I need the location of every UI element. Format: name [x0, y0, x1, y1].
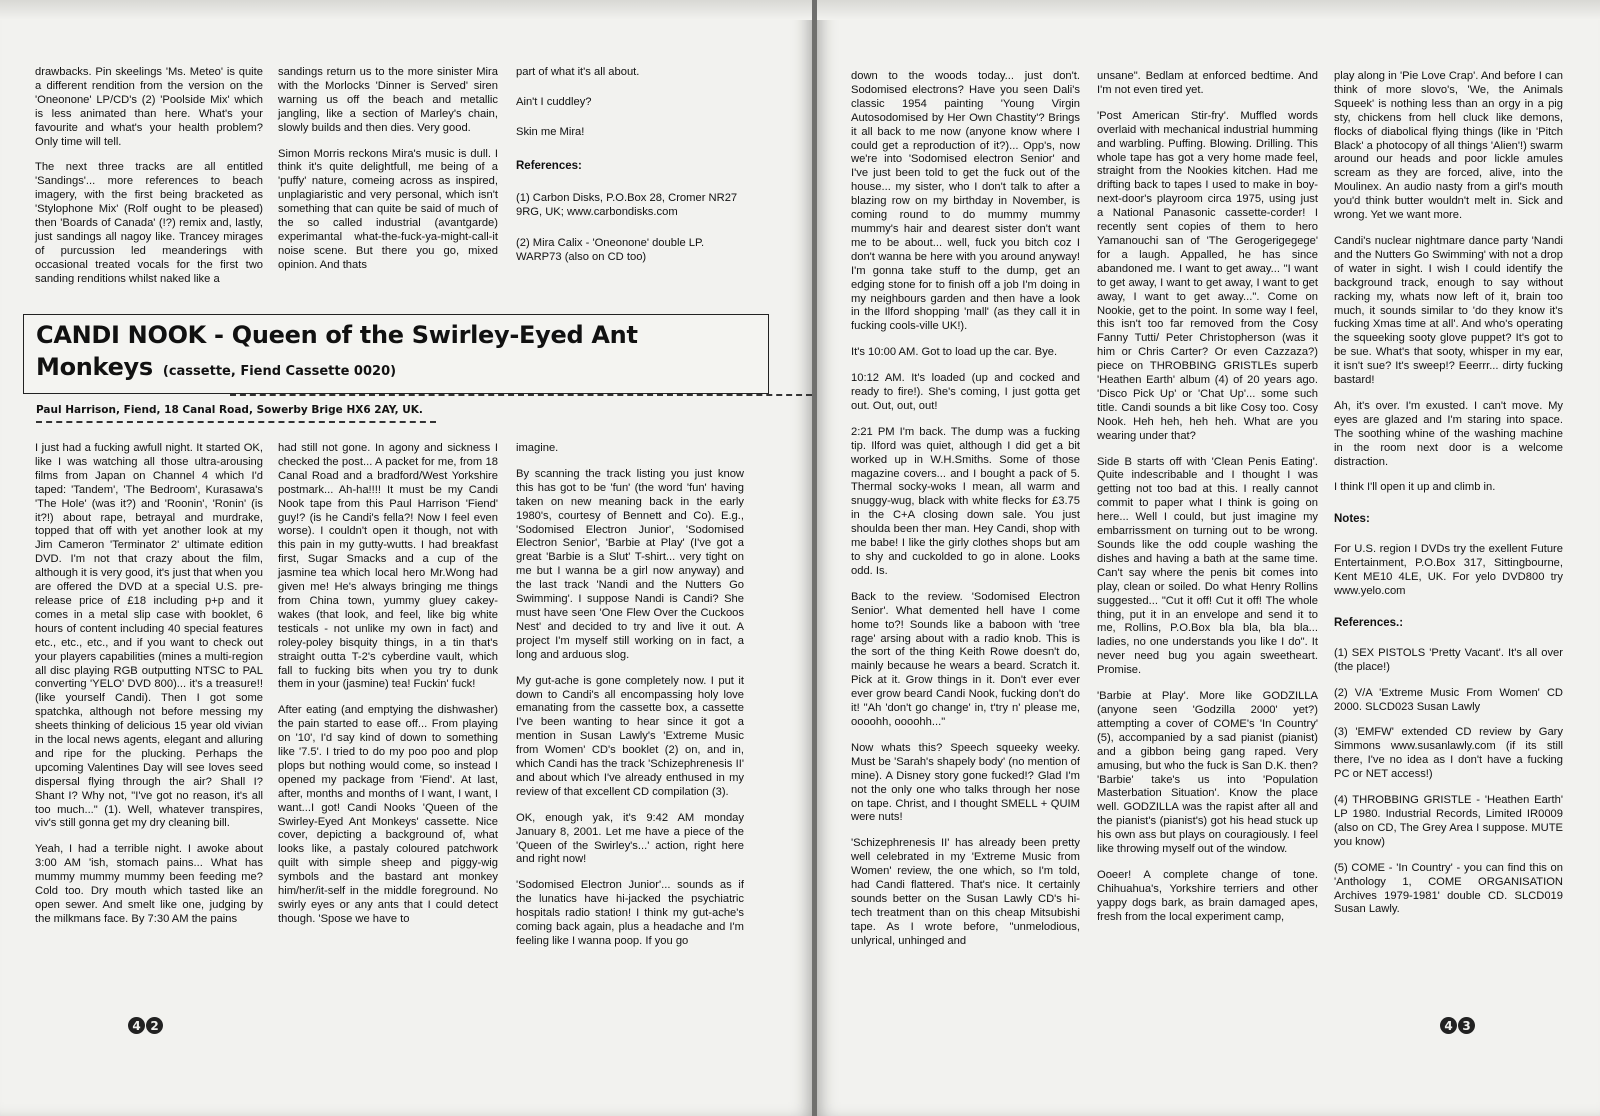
reference-item: (3) 'EMFW' extended CD review by Gary Simmons www.susanlawly.com (if its still there, I've no idea as I don't have a fucking PC or NET access!) [1334, 726, 1563, 781]
note-item: For U.S. region I DVDs try the exellent Future Entertainment, P.O.Box 317, Sittingbourne, Kent ME10 4LE, UK. For yelo DVD800 try www.yelo.com [1334, 543, 1563, 597]
paragraph: The next three tracks are all entitled 'Sandings'... more references to beach imagery, with the first being bracketed as 'Stylophone Mix' (Rolf ought to be pleased) then 'Boards of Canada' (!?) remix and, lastly, just sandings all nagoy like. Trancey mirages of purcussion led meanderings with occasional treated vocals for the first two sanding renditions whilst naked like a [35, 161, 263, 285]
page-number-digit: 3 [1458, 1017, 1475, 1034]
paragraph: I just had a fucking awfull night. It started OK, like I was watching all those ultra-arousing films from Japan on Channel 4 which I'd taped: 'Tandem', 'The Bedroom', Kurasawa's 'The Hole' (was it?) and 'Roonin', 'Ronin' (is it?!) about rape, betrayal and murdrake, topped that off with yet another look at my Jim Cameron 'Terminator 2' ultimate edition DVD. I'm not that crazy about the film, although it is very good, it's just that when you are offered the DVD at a special U.S. pre-release price of £18 including p+p and it comes in a metal slip case with booklet, 6 hours of content including 40 special features etc., etc., etc., and if you want to check out your players capabilities (mines a multi-region all disc playing RGB outputting NTSC to PAL converting 'YELO' DVD 800)... it's a treasure!! (like yourself Candi). Then I got some spatchka, although not before messing my sheets thinking of delicious 15 year old vivian in the local news agents, elegant and alluring and ripe for the plucking. Perhaps the upcoming Valentines Day will see loves seed dispersal flying through the air? Shall I? Shant I? Why not, "I've got no reason, it's all too much..." (1). Well, whatever transpires, viv's still gonna get my dry cleaning bill. [35, 442, 263, 830]
paragraph: play along in 'Pie Love Crap'. And before I can think of more slovo's, 'We, the Animals Squeek' is nothing less than an orgy in a pig sty, chickens from hell cluck like demons, flocks of diabolical flying things (like in 'Pitch Black' a photocopy of all things 'Alien'!) swarm around our heads and poor lickle amules scream as they are forced, alive, into the Moulinex. An audio nasty from a girl's mouth you'd think butter wouldn't melt in. Sick and wrong. Yet we want more. [1334, 70, 1563, 222]
paragraph: imagine. [516, 442, 559, 454]
paragraph: My gut-ache is gone completely now. I put it down to Candi's all encompassing holy love emanating from the cassette box, a cassette I've been wanting to hear since it got a mention in Susan Lawly's 'Extreme Music from Women' CD's booklet (2) on, and in, which Candi has the track 'Schizephrenesis II' and about which I've already enthused in my review of that excellent CD compilation (3). [516, 674, 744, 798]
paragraph: drawbacks. Pin skeelings 'Ms. Meteo' is quite a different rendition from the version on the 'Oneonone' LP/CD's (2) 'Poolside Mix' which is less animated than here. What's your favourite and what's your health problem? Only time will tell. [35, 66, 263, 148]
paragraph: 'Schizephrenesis II' has already been pretty well celebrated in my 'Extreme Music from Women' review, the one which, so I'm told, had Candi flattered. That's nice. It certainly sounds better on the Susan Lawly CD's hi-tech treatment than on this cheap Mitsubishi tape. As I wrote before, "unmelodious, unlyrical, unhinged and [851, 837, 1080, 947]
reference-item: (4) THROBBING GRISTLE - 'Heathen Earth' LP 1980. Industrial Records, Limited IR0009 (also on CD, The Grey Area I suppose. MUTE you know) [1334, 794, 1563, 848]
paragraph: 'Post American Stir-fry'. Muffled words overlaid with mechanical industrial humming and warbling. Puffing. Blowing. Drilling. This whole tape has got a very home made feel, straight from the Nookies kitchen. Had me drifting back to tapes I used to make in boy-next-door's playroom circa 1975, using just a National Panasonic cassette-corder! I recently sent copies of them to hero Yamanouchi san of 'The Gerogerigegege' for a laugh. Appalled, he has since abandoned me. I want to get away... "I want to get away, I want to get away, I want to get away, I want to get away...". Come on Nookie, get to the point. In some way I feel, this isn't too far removed from the Cosy Fanny Tutti/ Peter Christopherson (was it him or Chris Carter? Or even Cazzaza?) piece on THROBBING GRISTLEs superb 'Heathen Earth' album (4) of 20 years ago. 'Disco Pick Up' or 'Chat Up'... some such title. Candi sounds a bit like Cosy too. Cosy Nook. Heh heh, heh heh. What are you wearing under that? [1097, 109, 1318, 442]
paragraph: Ain't I cuddley? [516, 95, 592, 108]
paragraph: It's 10:00 AM. Got to load up the car. Bye. [851, 346, 1058, 359]
page-top-shadow [817, 0, 1600, 20]
paragraph: Ooeer! A complete change of tone. Chihuahua's, Yorkshire terriers and other yappy dogs bark, as brain damaged apes, fresh from the local experiment camp, [1097, 868, 1318, 923]
page-number-digit: 4 [1440, 1017, 1457, 1034]
page-top-shadow [0, 0, 812, 20]
paragraph: Back to the review. 'Sodomised Electron Senior'. What demented hell have I come home to?! Sounds like a baboon with 'tree rage' arsing about with a radio knob. This is the sort of the thing Keith Rowe doesn't do, mainly because he wears a beard. Scratch it. Pick at it. Grow things in it. Don't ever ever ever grow beard Candi Nook, fucking don't do it! "Ah 'don't go change' in, t'try n' please me, oooohh, oooohh..." [851, 590, 1080, 728]
paragraph: down to the woods today... just don't. Sodomised electrons? Have you seen Dali's classic 1954 painting 'Young Virgin Autosodomised by Her Own Chastity'? Brings it all back to me now (anyone know where I could get a reproduction of it?)... Opp's, now we're into 'Sodomised electron Senior' and I've just been told to get the fuck out of the house... my sister, who I don't talk to after a blazing row on my birthday in November, is coming round to do mummy mummy mummy's hair and dearest sister don't want me to be about... well, fuck you bitch coz I don't wanna be here with you around anyway! I'm gonna take stuff to the dump, get an edging stone for to finish off a job I'm doing in my neighbours garden and then have a look in the Ilford shopping 'mall' (as they call it in fucking cools-ville UK!). [851, 70, 1080, 333]
right-column-3 [1334, 70, 1563, 929]
reference-item: (2) V/A 'Extreme Music From Women' CD 2000. SLCD023 Susan Lawly [1334, 686, 1563, 713]
left-column-1 [35, 442, 263, 939]
paragraph: had still not gone. In agony and sickness I checked the post... A packet for me, from 18 Canal Road and a bradford/West Yorkshire postmark... Ah-ha!!!! It must be my Candi Nook tape from this Paul Harrison 'Fiend' guy!? (is he Candi's fella?! Now I feel even worse). I couldn't open it though, not with this pain in my gutty-wutts. I had breakfast first, Sugar Smacks and a cup of the jasmine tea which local hero Mr.Wong had given me! He's always bringing me things from China town, yummy gluey cakey-wakes (that look, and feel, like big white testicals - not unlike my own in fact) and roley-poley bisquity things, in a tin that's straight outta T-2's cyberdine vault, which fall to fucking bits when you try to dunk them in your (jasmine) tea! Fuckin' fuck! [278, 442, 498, 691]
paragraph: Yeah, I had a terrible night. I awoke about 3:00 AM 'ish, stomach pains... What has mummy mummy mummy been feeding me? Cold too. Dry mouth which tasted like an open sewer. And smelt like one, judging by the milkmans face. By 7:30 AM the pains [35, 843, 263, 925]
paragraph: Side B starts off with 'Clean Penis Eating'. Quite indescribable and I thought I was getting not too bad at this. I really cannot commit to paper what I think is going on here... Well I could, but just imagine my embarrissment on turning out to be wrong. Sounds like the odd couple washing the dishes and having a bath at the same time. Can't say where the penis bit comes into play, clean or soiled. Do what Henry Rollins suggested... "Cut it off! Cut it off! The whole thing, put it in an envelope and send it to me, Rollins, P.O.Box bla bla, bla bla... ladies, no one understands you like I do". It never need bug you again sweetheart. Promise. [1097, 455, 1318, 677]
left-top-column-2 [278, 66, 498, 285]
dashed-divider [36, 421, 436, 423]
paragraph: After eating (and emptying the dishwasher) the pain started to ease off... From playing on '10', I'd say kind of down to something like '7.5'. I tried to do my poo poo and plop plops but nothing would come, so instead I opened my package from 'Fiend'. At last, after, months and months of I want, I want, I want...I got! Candi Nooks 'Queen of the Swirley-Eyed Ant Monkeys' cassette. Nice cover, depicting a background of, what looks like, a pastaly coloured patchwork quilt with simple sheep and piggy-wig symbols and the bastard ant monkey him/her/it-self in the middle foreground. No swirly eyes or any ants that I could detect though. 'Spose we have to [278, 704, 498, 925]
left-top-column-3 [516, 66, 744, 277]
left-column-2 [278, 442, 498, 939]
paragraph: unsane". Bedlam at enforced bedtime. And I'm not even tired yet. [1097, 70, 1318, 96]
reference-item: (5) COME - 'In Country' - you can find this on 'Anthology 1, COME ORGANISATION Archives 1979-1981' double CD. SLCD019 Susan Lawly. [1334, 861, 1563, 916]
review-title [36, 319, 756, 388]
notes-heading: Notes: [1334, 513, 1370, 526]
paragraph: 'Barbie at Play'. More like GODZILLA (anyone seen 'Godzilla 2000' yet?) attempting a cover of COME's 'In Country' (5), accompanied by a sad pianist (pianist) and a gibbon being gang raped. Very amusing, but who the fuck is San D.K. then? 'Barbie' take's us into 'Population Masterbation Situation'. Know the place well. GODZILLA was the rapist after all and the pianist's (pianist's) got his head stuck up his own ass but plays on couragiously. I feel like throwing myself out of the window. [1097, 690, 1318, 856]
review-title-line-1: CANDI NOOK - Queen of the Swirley-Eyed Ant [36, 321, 638, 349]
dashed-divider [230, 394, 812, 396]
paragraph: 2:21 PM I'm back. The dump was a fucking tip. Ilford was quiet, although I did get a bit worked up in W.H.Smiths. Some of those magazine covers... and I bought a pack of 5. Thermal socky-woks I mean, all warm and snuggy-wug, black with white flecks for £3.75 in the C+A closing down sale. You just shoulda been ther man. Hey Candi, shop with me babe! I like the girly clothes shops but am to shy and cuckolded to go in alone. Looks odd. Is. [851, 425, 1080, 577]
page-number-left [128, 1017, 163, 1034]
paragraph: 10:12 AM. It's loaded (up and cocked and ready to fire!). She's coming, I just gotta get out. Out, out, out! [851, 372, 1080, 412]
paragraph: sandings return us to the more sinister Mira with the Morlocks 'Dinner is Served' siren warning us off the beach and metallic jangling, like a section of Marley's chain, slowly builds and then dies. Very good. [278, 66, 498, 134]
reference-item: (2) Mira Calix - 'Oneonone' double LP. WARP73 (also on CD too) [516, 237, 705, 264]
paragraph: Simon Morris reckons Mira's music is dull. I think it's quite delightfull, me being of a 'puffy' nature, comeing across as inspired, unplagiaristic and very personal, which isn't something that can quite be said of much of the so called industrial (avantgarde) experimantal what-the-fuck-ya-might-call-it noise scene. But there you go, mixed opinion. And thats [278, 147, 498, 271]
right-column-1 [851, 70, 1080, 961]
paragraph: part of what it's all about. [516, 66, 640, 78]
paragraph: Ah, it's over. I'm exusted. I can't move. My eyes are glazed and I'm staring into space. The soothing whine of the washing machine in the room next door is a welcome distraction. [1334, 399, 1563, 468]
page-number-right [1440, 1017, 1475, 1034]
page-number-digit: 4 [128, 1017, 145, 1034]
references-heading: References: [516, 159, 582, 172]
paragraph: I think I'll open it up and climb in. [1334, 481, 1496, 494]
left-top-column-1 [35, 66, 263, 299]
review-contact: Paul Harrison, Fiend, 18 Canal Road, Sowerby Brige HX6 2AY, UK. [36, 404, 423, 416]
review-subtitle: (cassette, Fiend Cassette 0020) [162, 364, 397, 379]
paragraph: By scanning the track listing you just know this has got to be 'fun' (the word 'fun' having taken on new meaning back in the early 1980's, courtesy of Bennett and Co). E.g., 'Sodomised Electron Junior', 'Sodomised Electron Senior', 'Barbie at Play' (I've got a great 'Barbie is a Slut' T-shirt... very tight on me but I wanna be a girl now anyway) and the last track 'Nandi and the Nutters Go Swimming'. I suppose Nandi is Candi? She must have seen 'One Flew Over the Cuckoos Nest' and decided to try and live it out. A project I'm myself still working on in fact, a long and arduous slog. [516, 467, 744, 661]
review-header-box [23, 314, 769, 394]
paragraph: Skin me Mira! [516, 125, 585, 138]
reference-item: (1) SEX PISTOLS 'Pretty Vacant'. It's all over (the place!) [1334, 646, 1563, 673]
reference-item: (1) Carbon Disks, P.O.Box 28, Cromer NR27 9RG, UK; www.carbondisks.com [516, 191, 738, 218]
page-number-digit: 2 [146, 1017, 163, 1034]
paragraph: 'Sodomised Electron Junior'... sounds as if the lunatics have hi-jacked the psychiatric hospitals radio station! I think my gut-ache's coming back again, plus a headache and I'm feeling like I wanna poop. If you go [516, 879, 744, 947]
review-title-line-2: Monkeys [36, 353, 153, 381]
paragraph: OK, enough yak, it's 9:42 AM monday January 8, 2001. Let me have a piece of the 'Queen of the Swirley's...' action, right here and right now! [516, 811, 744, 866]
paragraph: Candi's nuclear nightmare dance party 'Nandi and the Nutters Go Swimming' with not a drop of water in sight. I wish I could identify the background track, enough to say without racking my, whats now left of it, brain too much, it sounds similar to 'do they know it's fucking Xmas time at all'. And who's operating the squeeking sooty glove puppet? It's got to be sue. What's that sooty, whisper in my ear, it isn't sue? It's sweep!? Eeerrr... dirty fucking bastard! [1334, 234, 1563, 387]
right-page [817, 0, 1600, 1116]
right-column-2 [1097, 70, 1318, 937]
paragraph: Now whats this? Speech squeeky weeky. Must be 'Sarah's shapely body' (no mention of mine). A Disney story gone fucked!? Glad I'm not the only one who talks through her nose on tape. Christ, and I thought SMELL + QUIM were nuts! [851, 741, 1080, 824]
left-column-3 [516, 442, 744, 961]
references-heading: References.: [1334, 616, 1404, 629]
